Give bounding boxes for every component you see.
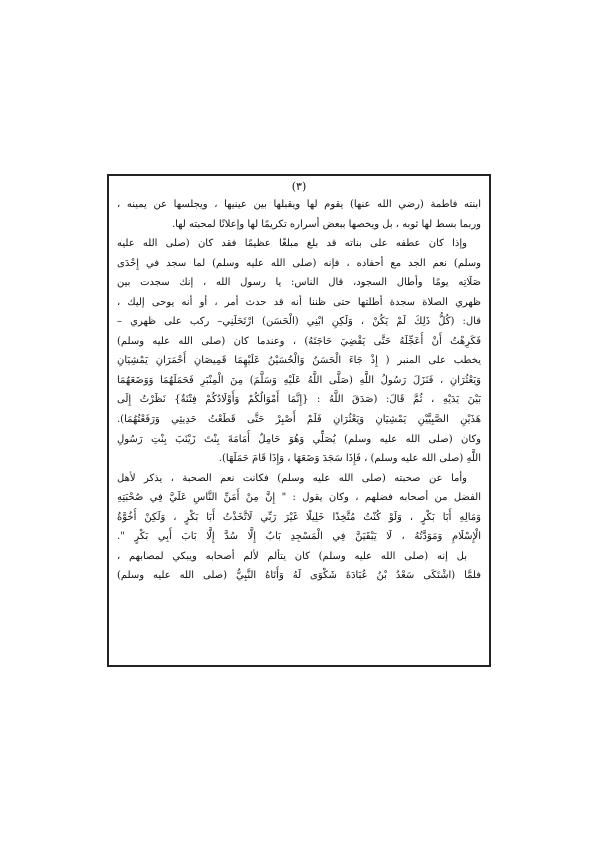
text-line: وَمَالِهِ أَبَا بَكْرٍ ، وَلَوْ كُنْتُ مُتَّخِذًا خَلِيلًا غَيْرَ رَبِّي لَاتَّخَذْتُ أَبَا بَكْرٍ ، وَلَكِنْ أُخُوَّةُ: [117, 511, 481, 523]
body-text: [117, 195, 481, 586]
page-frame: [107, 174, 491, 667]
text-line: وَيَعْثُرَانِ ، فَنَزَلَ رَسُولُ اللَّهِ (صَلَّى اللَّهُ عَلَيْهِ وَسَلَّمَ) مِنَ الْمِنْبَرِ فَحَمَلَهُمَا وَوَضَعَهُمَا: [117, 374, 481, 386]
text-line: يخطب على المنبر ( إِذْ جَاءَ الْحَسَنُ وَالْحُسَيْنُ عَلَيْهِمَا قَمِيصَانِ أَحْمَرَانِ يَمْشِيَانِ: [117, 355, 481, 367]
text-line: قال: (كُلُّ ذَلِكَ لَمْ يَكُنْ ، وَلَكِنِ ابْنِي (الْحَسَن) ارْتَحَلَنِي– ركب على ظهري –: [117, 316, 481, 328]
text-line: بل إنه (صلى الله عليه وسلم) كان يتألم لألم أصحابه ويبكي لمصابهم ،: [117, 550, 467, 562]
text-line: فَكَرِهْتُ أَنْ أُعَجِّلَهُ حَتَّى يَقْضِيَ حَاجَتَهُ) ، وعندما كان (صلى الله عليه وسلم): [117, 335, 481, 347]
text-line: وسلم) نعم الجد مع أحفاده ، فإنه (صلى الله عليه وسلم) لما سجد في إِحْدَى: [117, 257, 481, 269]
text-line: صَلَاتِه يومًا وأطال السجود، قال الناس: يا رسول الله ، إنك سجدت بين: [117, 277, 481, 289]
text-line: ابنته فاطمة (رضي الله عنها) يقوم لها ويقبلها بين عينيها ، ويجلسها عن يمينه ،: [117, 199, 481, 210]
text-line: ظهري الصلاة سجدة أطلتها حتى ظننا أنه قد حدث أمر ، أو أنه يوحى إليك ،: [117, 296, 481, 308]
text-line: وكان (صلى الله عليه وسلم) يُصَلِّي وَهُوَ حَامِلٌ أُمَامَةَ بِنْتَ زَيْنَبَ بِنْتِ رَسُولِ: [117, 433, 481, 445]
text-line: هَذَيْنِ الصَّبِيَّيْنِ يَمْشِيَانِ وَيَعْثُرَانِ فَلَمْ أَصْبِرْ حَتَّى قَطَعْتُ حَدِيثِي وَرَفَعْتُهُمَا).: [117, 414, 481, 426]
text-line: الفضل من أصحابه فضلهم ، وكان يقول : " إِنَّ مِنْ أَمَنِّ النَّاسِ عَلَيَّ فِي صُحْبَتِهِ: [117, 492, 481, 504]
text-line: اللَّهِ (صلى الله عليه وسلم) ، فَإِذَا سَجَدَ وَضَعَهَا ، وَإِذَا قَامَ حَمَلَهَا).: [218, 453, 481, 465]
text-line: وأما عن صحبته (صلى الله عليه وسلم) فكانت نعم الصحبة ، يذكر لأهل: [117, 472, 467, 484]
text-line: الْإِسْلَامِ وَمَوَدَّتُهُ ، لَا يَبْقَيَنَّ فِي الْمَسْجِدِ بَابٌ إِلَّا سُدَّ إِلَّا بَابَ أَبِي بَكْرٍ ".: [117, 531, 481, 543]
page-number: (٣): [291, 180, 307, 193]
text-line: وربما بسط لها ثوبه ، بل ويخصها ببعض أسراره تكريمًا لها وإعلانًا لمحبته لها.: [171, 218, 481, 230]
text-line: فلمَّا (اشْتَكَى سَعْدُ بْنُ عُبَادَةَ شَكْوَى لَهُ وَأَتَاهُ النَّبِيُّ (صلى الله عليه وسلم): [117, 570, 481, 582]
text-line: بَيْنَ يَدَيْهِ ، ثُمَّ قَالَ: (صَدَقَ اللَّهُ : {إِنَّمَا أَمْوَالُكُمْ وَأَوْلَادُكُمْ فِتْنَةٌ} نَظَرْتُ إِلَى: [117, 394, 481, 406]
text-line: وإذا كان عطفه على بناته قد بلغ مبلغًا عظيمًا فقد كان (صلى الله عليه: [117, 238, 467, 250]
